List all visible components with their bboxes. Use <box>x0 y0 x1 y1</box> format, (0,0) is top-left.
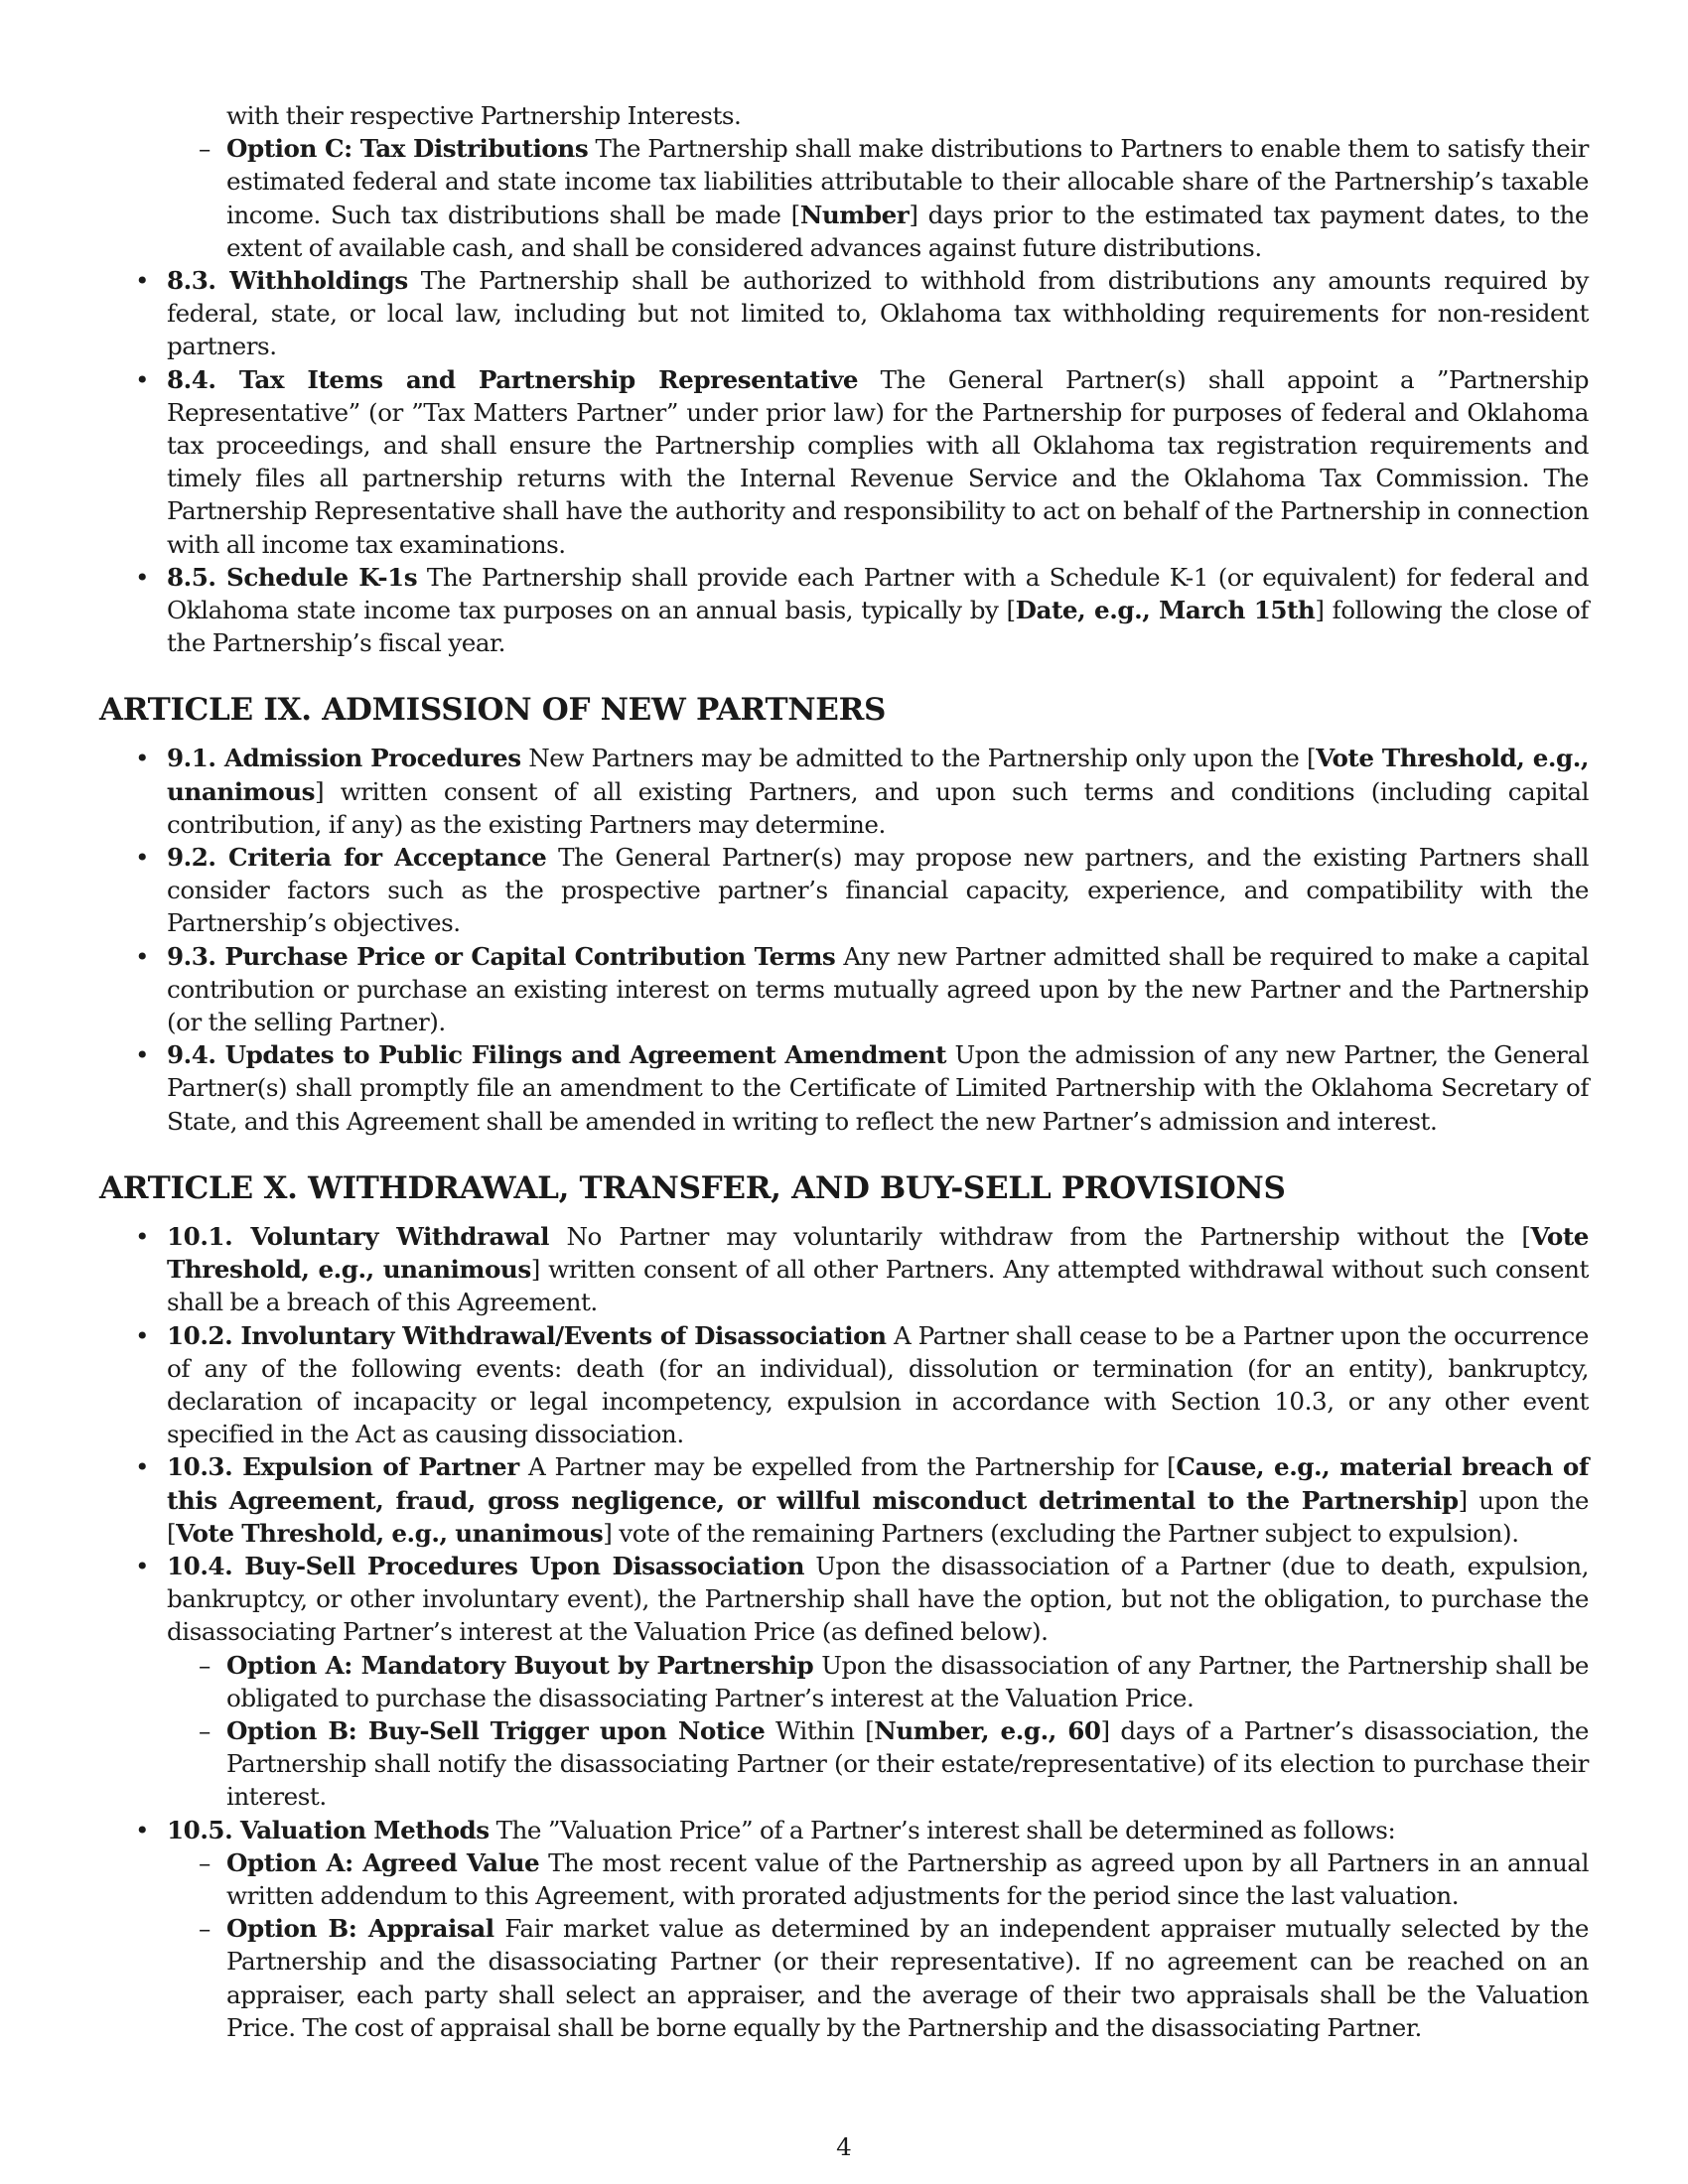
section-text: ] written consent of all existing Partners, and upon such terms and conditions (including capital contribution, if any) as the existing Partners may determine. <box>167 776 1589 839</box>
placeholder-text: Cause, e.g., material breach of this Agreement, fraud, gross negligence, or willful misconduct detrimental to the Partnership <box>167 1452 1589 1515</box>
section-10-5 <box>99 1814 1589 2044</box>
section-10-4-options <box>167 1649 1589 1814</box>
page-number: 4 <box>836 2132 852 2161</box>
option-b-appraisal <box>167 1912 1589 2044</box>
option-text: ] days prior to the estimated tax payment dates, to the extent of available cash, and shall be considered advances against future distributions. <box>226 200 1589 262</box>
section-text: ] vote of the remaining Partners (excluding the Partner subject to expulsion). <box>603 1518 1519 1548</box>
section-10-3 <box>99 1450 1589 1550</box>
option-b-buy-sell-trigger <box>167 1714 1589 1814</box>
section-9-3 <box>99 940 1589 1039</box>
option-text: The Partnership shall make distributions to Partners to enable them to satisfy their estimated federal and state income tax liabilities attributable to their allocable share of the Partnership’s taxable income. Such tax distributions shall be made [ <box>226 134 1589 229</box>
option-a-agreed-value <box>167 1846 1589 1912</box>
article-10-sections <box>99 1220 1589 2044</box>
section-text: New Partners may be admitted to the Partnership only upon the [ <box>520 744 1317 773</box>
section-text: No Partner may voluntarily withdraw from the Partnership without the [ <box>549 1221 1531 1251</box>
section-heading: 9.3. Purchase Price or Capital Contribution Terms <box>167 941 836 971</box>
option-text: Upon the disassociation of any Partner, the Partnership shall be obligated to purchase the disassociating Partner’s interest at the Valuation Price. <box>226 1650 1590 1712</box>
section-text: The Partnership shall be authorized to withhold from distributions any amounts required by federal, state, or local law, including but not limited to, Oklahoma tax withholding requirements for non-resident partners. <box>167 266 1590 361</box>
document-page <box>99 99 1589 2044</box>
section-9-2 <box>99 841 1589 940</box>
section-text: A Partner may be expelled from the Partnership for [ <box>518 1452 1177 1482</box>
option-heading: Option C: Tax Distributions <box>226 134 589 164</box>
section-8-3 <box>99 264 1589 363</box>
option-c-tax-distributions <box>167 132 1589 264</box>
option-heading: Option A: Agreed Value <box>226 1847 540 1877</box>
placeholder-text: Number <box>799 200 910 229</box>
option-text: Within [ <box>765 1715 875 1745</box>
option-text: The most recent value of the Partnership as agreed upon by all Partners in an annual written addendum to this Agreement, with prorated adjustments for the period since the last valuation. <box>226 1847 1589 1910</box>
section-9-4 <box>99 1038 1589 1138</box>
continuation-text: with their respective Partnership Interests. <box>226 101 742 130</box>
section-8-5 <box>99 561 1589 660</box>
section-heading: 10.5. Valuation Methods <box>167 1815 490 1844</box>
option-text: ] days of a Partner’s disassociation, the Partnership shall notify the disassociating Partner (or their estate/representative) of its election to purchase their interest. <box>226 1715 1589 1812</box>
section-text: Any new Partner admitted shall be required to make a capital contribution or purchase an existing interest on terms mutually agreed upon by the new Partner and the Partnership (or the selling Partner). <box>167 941 1589 1037</box>
section-8-4 <box>99 363 1589 561</box>
option-text: Fair market value as determined by an independent appraiser mutually selected by the Partnership and the disassociating Partner (or their representative). If no agreement can be reached on an appraiser, each party shall select an appraiser, and the average of their two appraisals shall be the Valuation Price. The cost of appraisal shall be borne equally by the Partnership and the disassociating Partner. <box>226 1914 1589 2042</box>
section-text: Upon the disassociation of a Partner (due to death, expulsion, bankruptcy, or other involuntary event), the Partnership shall have the option, but not the obligation, to purchase the disassociating Partner’s interest at the Valuation Price (as defined below). <box>167 1551 1589 1647</box>
article-9-title: ARTICLE IX. ADMISSION OF NEW PARTNERS <box>99 692 887 729</box>
article-8-sections <box>99 264 1589 659</box>
section-text: ] upon the [ <box>167 1485 1589 1548</box>
option-heading: Option B: Appraisal <box>226 1914 494 1944</box>
placeholder-text: Vote Threshold, e.g., unanimous <box>167 744 1589 806</box>
section-heading: 10.3. Expulsion of Partner <box>167 1452 519 1482</box>
article-10-title: ARTICLE X. WITHDRAWAL, TRANSFER, AND BUY-SELL PROVISIONS <box>99 1169 1286 1206</box>
section-heading: 8.4. Tax Items and Partnership Representative <box>167 364 859 394</box>
section-heading: 8.5. Schedule K-1s <box>167 562 418 592</box>
section-text: A Partner shall cease to be a Partner upon the occurrence of any of the following events: death (for an individual), dissolution or termination (for an entity), bankruptcy, declaration of incapacity or legal incompetency, expulsion in accordance with Section 10.3, or any other event specified in the Act as causing dissociation. <box>167 1320 1589 1449</box>
section-10-1 <box>99 1220 1589 1319</box>
article-9-sections <box>99 742 1589 1137</box>
placeholder-text: Number, e.g., 60 <box>874 1715 1101 1745</box>
section-heading: 9.2. Criteria for Acceptance <box>167 843 547 873</box>
section-10-5-options <box>167 1846 1589 2044</box>
placeholder-text: Date, e.g., March 15th <box>1015 596 1316 625</box>
placeholder-text: Vote Threshold, e.g., unanimous <box>167 1221 1589 1285</box>
article-8-list <box>99 132 1589 264</box>
section-heading: 9.4. Updates to Public Filings and Agreement Amendment <box>167 1040 947 1070</box>
option-a-mandatory-buyout <box>167 1649 1589 1714</box>
section-text: Upon the admission of any new Partner, the General Partner(s) shall promptly file an amendment to the Certificate of Limited Partnership with the Oklahoma Secretary of State, and this Agreement shall be amended in writing to reflect the new Partner’s admission and interest. <box>167 1040 1589 1136</box>
article-8-item-8-2-tail <box>99 132 1589 264</box>
section-text: ] written consent of all other Partners. Any attempted withdrawal without such consent shall be a breach of this Agreement. <box>167 1255 1589 1317</box>
section-heading: 10.4. Buy-Sell Procedures Upon Disassociation <box>167 1551 805 1580</box>
section-heading: 10.1. Voluntary Withdrawal <box>167 1221 550 1251</box>
section-10-2 <box>99 1319 1589 1451</box>
section-heading: 8.3. Withholdings <box>167 266 408 296</box>
section-heading: 9.1. Admission Procedures <box>167 744 521 773</box>
section-text: The Partnership shall provide each Partner with a Schedule K-1 (or equivalent) for federal and Oklahoma state income tax purposes on an annual basis, typically by [ <box>167 562 1589 625</box>
section-9-1 <box>99 742 1589 841</box>
section-text: The ”Valuation Price” of a Partner’s interest shall be determined as follows: <box>489 1815 1396 1844</box>
option-heading: Option B: Buy-Sell Trigger upon Notice <box>226 1715 766 1745</box>
article-8-2-options <box>167 132 1589 264</box>
section-text: ] following the close of the Partnership’s fiscal year. <box>167 596 1589 658</box>
section-text: The General Partner(s) shall appoint a ”Partnership Representative” (or ”Tax Matters Partner” under prior law) for the Partnership for purposes of federal and Oklahoma tax proceedings, and shall ensure the Partnership complies with all Oklahoma tax registration requirements and timely files all partnership returns with the Internal Revenue Service and the Oklahoma Tax Commission. The Partnership Representative shall have the authority and responsibility to act on behalf of the Partnership in connection with all income tax examinations. <box>167 364 1590 559</box>
option-heading: Option A: Mandatory Buyout by Partnership <box>226 1650 814 1680</box>
placeholder-text: Vote Threshold, e.g., unanimous <box>176 1518 604 1548</box>
section-10-4 <box>99 1550 1589 1814</box>
section-heading: 10.2. Involuntary Withdrawal/Events of Disassociation <box>167 1320 887 1350</box>
section-text: The General Partner(s) may propose new partners, and the existing Partners shall consider factors such as the prospective partner’s financial capacity, experience, and compatibility with the Partnership’s objectives. <box>167 843 1589 938</box>
